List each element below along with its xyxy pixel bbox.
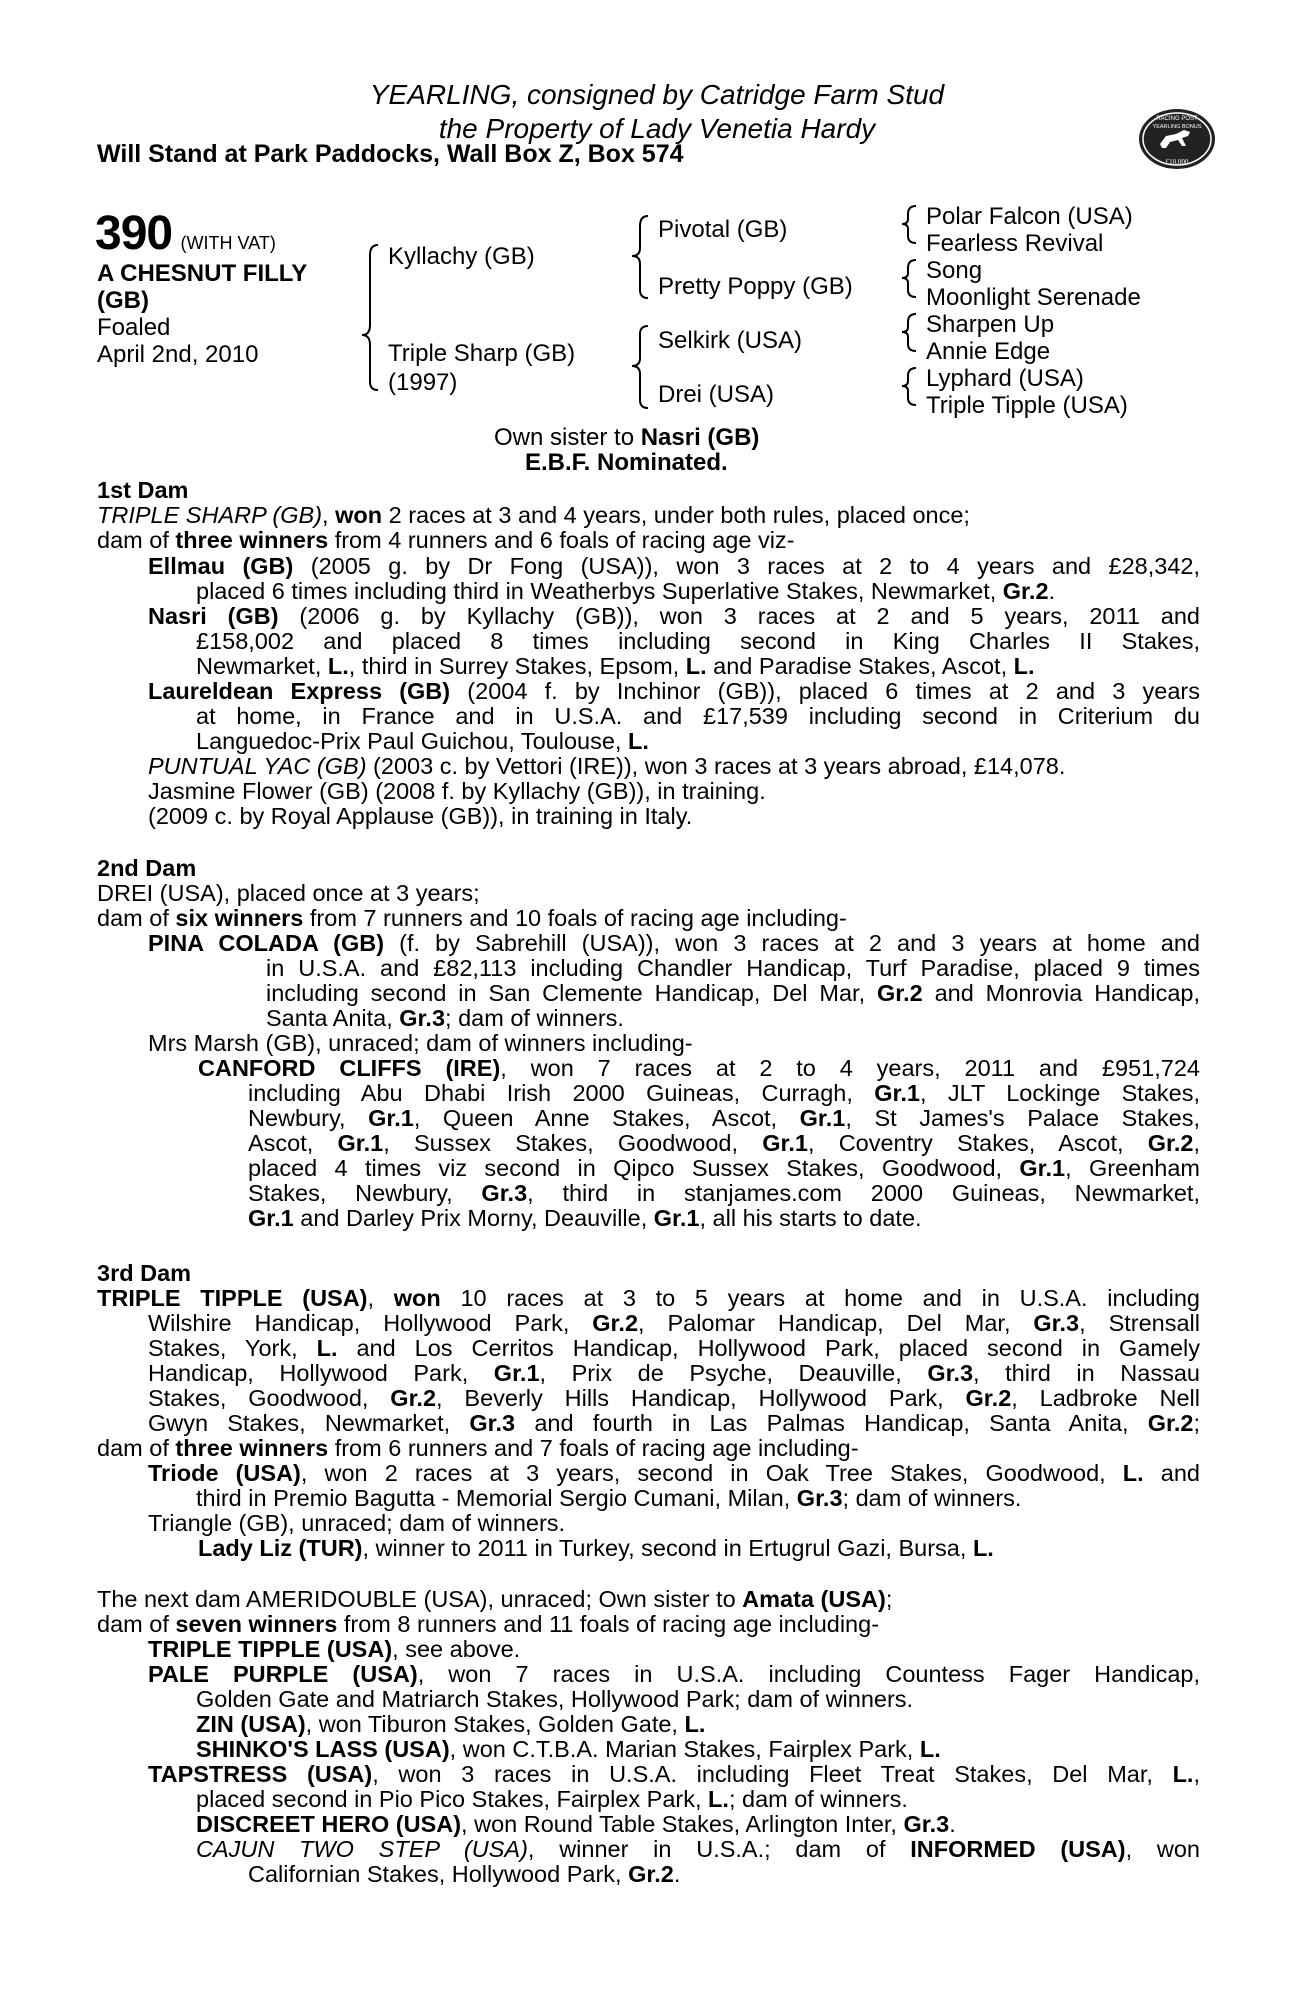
- third-dam-cont4: Stakes, Goodwood, Gr.2, Beverly Hills Handicap, Hollywood Park, Gr.2, Ladbroke Nell: [148, 1385, 1200, 1411]
- ggs-brace-2: [902, 260, 916, 297]
- ggs-8: Triple Tipple (USA): [926, 392, 1128, 419]
- ggs-brace-4: [902, 368, 916, 405]
- produce-puntual-yac: PUNTUAL YAC (GB) (2003 c. by Vettori (IRE)), won 3 races at 3 years abroad, £14,078.: [148, 753, 1066, 779]
- produce-canford-cliffs-cont6: Gr.1 and Darley Prix Morny, Deauville, Gr.1, all his starts to date.: [248, 1205, 922, 1231]
- third-dam-produce-summary: dam of three winners from 6 runners and 7 foals of racing age including-: [97, 1435, 859, 1461]
- produce-canford-cliffs-cont4: placed 4 times viz second in Qipco Sussex Stakes, Goodwood, Gr.1, Greenham: [248, 1155, 1200, 1181]
- produce-ellmau-cont: placed 6 times including third in Weatherbys Superlative Stakes, Newmarket, Gr.2.: [196, 578, 1056, 604]
- dam: Triple Sharp (GB): [388, 340, 576, 367]
- produce-zin: ZIN (USA), won Tiburon Stakes, Golden Gate, L.: [196, 1711, 706, 1737]
- ggs-1: Polar Falcon (USA): [926, 203, 1133, 230]
- ggs-brace-1: [902, 206, 916, 243]
- produce-mrs-marsh: Mrs Marsh (GB), unraced; dam of winners including-: [148, 1030, 693, 1056]
- produce-shinkos-lass: SHINKO'S LASS (USA), won C.T.B.A. Marian Stakes, Fairplex Park, L.: [196, 1736, 941, 1762]
- produce-discreet-hero: DISCREET HERO (USA), won Round Table Stakes, Arlington Inter, Gr.3.: [196, 1811, 956, 1837]
- stand-location: Will Stand at Park Paddocks, Wall Box Z, Box 574: [97, 140, 684, 168]
- second-dam-line: DREI (USA), placed once at 3 years;: [97, 880, 480, 906]
- dam-dam: Drei (USA): [658, 381, 775, 408]
- first-dam-produce-summary: dam of three winners from 4 runners and 6 foals of racing age viz-: [97, 527, 795, 553]
- dam-sire: Selkirk (USA): [658, 327, 803, 354]
- produce-pina-colada-cont2: including second in San Clemente Handicap, Del Mar, Gr.2 and Monrovia Handicap,: [266, 980, 1201, 1006]
- first-dam-line: TRIPLE SHARP (GB), won 2 races at 3 and 4 years, under both rules, placed once;: [97, 502, 970, 528]
- foaled-label: Foaled: [97, 314, 171, 341]
- produce-laureldean-cont: at home, in France and in U.S.A. and £17,539 including second in Criterium du: [196, 703, 1200, 729]
- produce-triangle: Triangle (GB), unraced; dam of winners.: [148, 1510, 566, 1536]
- third-dam-cont2: Stakes, York, L. and Los Cerritos Handicap, Hollywood Park, placed second in Gamely: [148, 1335, 1201, 1361]
- produce-canford-cliffs-cont5: Stakes, Newbury, Gr.3, third in stanjames.com 2000 Guineas, Newmarket,: [248, 1180, 1200, 1206]
- next-dam-line: The next dam AMERIDOUBLE (USA), unraced; Own sister to Amata (USA);: [97, 1586, 893, 1612]
- produce-pina-colada-cont: in U.S.A. and £82,113 including Chandler Handicap, Turf Paradise, placed 9 times: [266, 955, 1200, 981]
- produce-nasri: Nasri (GB) (2006 g. by Kyllachy (GB)), won 3 races at 2 and 5 years, 2011 and: [148, 603, 1200, 629]
- badge-mid-text: YEARLING BONUS: [1152, 124, 1202, 130]
- produce-nasri-cont: £158,002 and placed 8 times including second in King Charles II Stakes,: [196, 628, 1200, 654]
- produce-canford-cliffs: CANFORD CLIFFS (IRE), won 7 races at 2 to 4 years, 2011 and £951,724: [198, 1055, 1200, 1081]
- produce-pale-purple-cont: Golden Gate and Matriarch Stakes, Hollywood Park; dam of winners.: [196, 1686, 914, 1712]
- sire-dam-brace: [362, 245, 378, 390]
- next-dam-produce-summary: dam of seven winners from 8 runners and 11 foals of racing age including-: [97, 1611, 880, 1637]
- produce-triode: Triode (USA), won 2 races at 3 years, second in Oak Tree Stakes, Goodwood, L. and: [148, 1460, 1200, 1486]
- lot-description-country: (GB): [97, 287, 149, 314]
- own-sister-name: Nasri (GB): [640, 424, 760, 451]
- produce-pina-colada-cont3: Santa Anita, Gr.3; dam of winners.: [266, 1005, 624, 1031]
- produce-canford-cliffs-cont3: Ascot, Gr.1, Sussex Stakes, Goodwood, Gr.1, Coventry Stakes, Ascot, Gr.2,: [248, 1130, 1200, 1156]
- header-consignor: YEARLING, consigned by Catridge Farm Stud: [369, 79, 945, 110]
- first-dam-heading: 1st Dam: [97, 477, 189, 503]
- produce-nasri-cont2: Newmarket, L., third in Surrey Stakes, Epsom, L. and Paradise Stakes, Ascot, L.: [196, 653, 1035, 679]
- second-dam-heading: 2nd Dam: [97, 855, 197, 881]
- sire-dam: Pretty Poppy (GB): [658, 273, 853, 300]
- ggs-7: Lyphard (USA): [926, 365, 1084, 392]
- second-dam-produce-summary: dam of six winners from 7 runners and 10 foals of racing age including-: [97, 905, 847, 931]
- produce-lady-liz: Lady Liz (TUR), winner to 2011 in Turkey, second in Ertugrul Gazi, Bursa, L.: [198, 1535, 994, 1561]
- produce-2009-colt: (2009 c. by Royal Applause (GB)), in training in Italy.: [148, 803, 693, 829]
- produce-cajun-two-step: CAJUN TWO STEP (USA), winner in U.S.A.; dam of INFORMED (USA), won: [196, 1836, 1201, 1862]
- third-dam-cont: Wilshire Handicap, Hollywood Park, Gr.2, Palomar Handicap, Del Mar, Gr.3, Strensall: [148, 1310, 1200, 1336]
- foaled-date: April 2nd, 2010: [97, 341, 259, 368]
- lot-description: A CHESNUT FILLY: [97, 260, 308, 287]
- produce-laureldean-cont2: Languedoc-Prix Paul Guichou, Toulouse, L.: [196, 728, 649, 754]
- badge-top-text: RACING POST: [1156, 116, 1198, 122]
- ggs-3: Song: [926, 257, 983, 284]
- header-property: the Property of Lady Venetia Hardy: [438, 113, 876, 144]
- produce-jasmine-flower: Jasmine Flower (GB) (2008 f. by Kyllachy (GB)), in training.: [148, 778, 766, 804]
- produce-canford-cliffs-cont: including Abu Dhabi Irish 2000 Guineas, Curragh, Gr.1, JLT Lockinge Stakes,: [248, 1080, 1201, 1106]
- badge-amount: £10,000: [1165, 158, 1189, 166]
- third-dam-cont5: Gwyn Stakes, Newmarket, Gr.3 and fourth in Las Palmas Handicap, Santa Anita, Gr.2;: [148, 1410, 1200, 1436]
- ggs-6: Annie Edge: [926, 338, 1051, 365]
- ggs-brace-3: [902, 314, 916, 351]
- produce-ellmau: Ellmau (GB) (2005 g. by Dr Fong (USA)), won 3 races at 2 to 4 years and £28,342,: [148, 553, 1201, 579]
- produce-tapstress: TAPSTRESS (USA), won 3 races in U.S.A. including Fleet Treat Stakes, Del Mar, L.,: [148, 1761, 1200, 1787]
- produce-canford-cliffs-cont2: Newbury, Gr.1, Queen Anne Stakes, Ascot, Gr.1, St James's Palace Stakes,: [248, 1105, 1201, 1131]
- produce-laureldean: Laureldean Express (GB) (2004 f. by Inchinor (GB)), placed 6 times at 2 and 3 years: [148, 678, 1200, 704]
- vat-note: (WITH VAT): [180, 233, 276, 253]
- third-dam-heading: 3rd Dam: [97, 1260, 192, 1286]
- ggs-2: Fearless Revival: [926, 230, 1104, 257]
- third-dam-cont3: Handicap, Hollywood Park, Gr.1, Prix de Psyche, Deauville, Gr.3, third in Nassau: [148, 1360, 1200, 1386]
- own-sister-note: Own sister to Nasri (GB): [494, 424, 760, 451]
- produce-triple-tipple: TRIPLE TIPPLE (USA), see above.: [148, 1636, 521, 1662]
- sire-sire: Pivotal (GB): [658, 216, 788, 243]
- lot-number: 390: [95, 207, 173, 260]
- produce-triode-cont: third in Premio Bagutta - Memorial Sergio Cumani, Milan, Gr.3; dam of winners.: [196, 1485, 1022, 1511]
- sire-parents-brace: [632, 216, 648, 298]
- ggs-4: Moonlight Serenade: [926, 284, 1141, 311]
- sire: Kyllachy (GB): [388, 243, 535, 270]
- dam-parents-brace: [632, 326, 648, 408]
- dam-year: (1997): [388, 369, 458, 396]
- ggs-5: Sharpen Up: [926, 311, 1055, 338]
- third-dam-line: TRIPLE TIPPLE (USA), won 10 races at 3 to 5 years at home and in U.S.A. including: [97, 1285, 1200, 1311]
- produce-tapstress-cont: placed second in Pio Pico Stakes, Fairplex Park, L.; dam of winners.: [196, 1786, 908, 1812]
- produce-pale-purple: PALE PURPLE (USA), won 7 races in U.S.A. including Countess Fager Handicap,: [148, 1661, 1201, 1687]
- produce-cajun-two-step-cont: Californian Stakes, Hollywood Park, Gr.2.: [248, 1861, 681, 1887]
- produce-pina-colada: PINA COLADA (GB) (f. by Sabrehill (USA)), won 3 races at 2 and 3 years at home and: [148, 930, 1200, 956]
- ebf-nominated: E.B.F. Nominated.: [525, 449, 728, 476]
